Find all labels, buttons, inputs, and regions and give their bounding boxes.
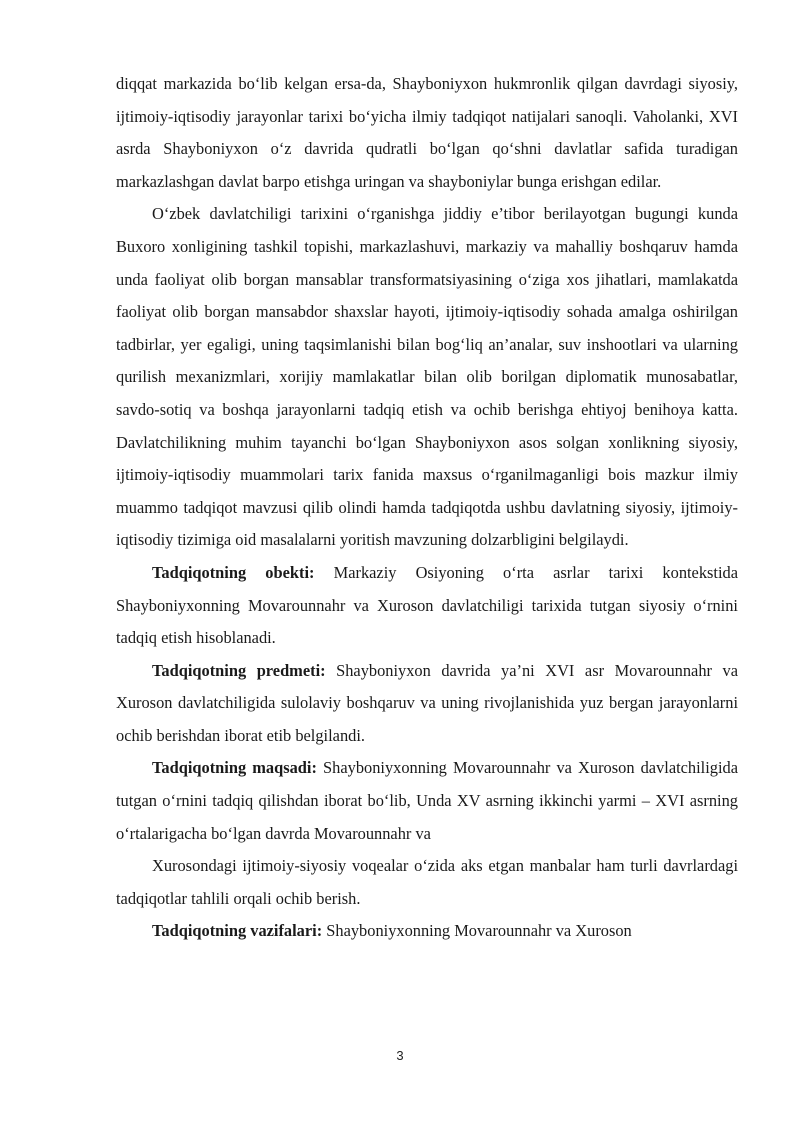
paragraph-research-goal (116, 752, 738, 850)
paragraph-label: Tadqiqotning obekti: (152, 562, 315, 582)
paragraph-text: Shayboniyxonning Movarounnahr va Xuroson (322, 921, 632, 941)
paragraph-research-goal-continued (116, 850, 738, 915)
paragraph-text: Markaziy Osiyoning o‘rta asrlar tarixi kontekstida Shayboniyxonning Movarounnahr va Xuroson davlatchiligi tarixida tutgan siyosiy o‘rnini tadqiq etish hisoblanadi. (116, 562, 738, 648)
paragraph-text: O‘zbek davlatchiligi tarixini o‘rganishga jiddiy e’tibor berilayotgan bugungi kunda Buxoro xonligining tashkil topishi, markazlashuvi, markaziy va mahalliy boshqaruv hamda unda faoliyat olib borgan mansablar transformatsiyasining o‘ziga xos jihatlari, mamlakatda faoliyat olib borgan mansabdor shaxslar hayoti, ijtimoiy-iqtisodiy sohada amalga oshirilgan tadbirlar, yer egaligi, uning taqsimlanishi bilan bog‘liq an’analar, suv inshootlari va ularning qurilish mexanizmlari, xorijiy mamlakatlar bilan olib borilgan diplomatik munosabatlar, savdo-sotiq va boshqa jarayonlarni tadqiq etish va ochib berishga ehtiyoj benihoya katta. Davlatchilikning muhim tayanchi bo‘lgan Shayboniyxon asos solgan xonlikning siyosiy, ijtimoiy-iqtisodiy muammolari tarix fanida maxsus o‘rganilmaganligi bois mazkur ilmiy muammo tadqiqot mavzusi qilib olindi hamda tadqiqotda ushbu davlatning siyosiy, ijtimoiy-iqtisodiy tizimiga oid masalalarni yoritish mavzuning dolzarbligini belgilaydi. (116, 204, 738, 550)
paragraph-research-object (116, 557, 738, 655)
paragraph-label: Tadqiqotning vazifalari: (152, 921, 323, 941)
paragraph-research-subject (116, 655, 738, 753)
paragraph-relevance (116, 198, 738, 557)
paragraph-label: Tadqiqotning predmeti: (152, 660, 326, 680)
paragraph-text: Shayboniyxon davrida ya’ni XVI asr Movarounnahr va Xuroson davlatchiligida sulolaviy boshqaruv va uning rivojlanishida yuz bergan jarayonlarni ochib berishdan iborat etib belgilandi. (116, 660, 738, 745)
paragraph-text: Xurosondagi ijtimoiy-siyosiy voqealar o‘zida aks etgan manbalar ham turli davrlardagi tadqiqotlar tahlili orqali ochib berish. (116, 856, 738, 908)
paragraph-text: diqqat markazida bo‘lib kelgan ersa-da, Shayboniyxon hukmronlik qilgan davrdagi siyosiy, ijtimoiy-iqtisodiy jarayonlar tarixi bo‘yicha ilmiy tadqiqot natijalari sanoqli. Vaholanki, XVI asrda Shayboniyxon o‘z davrida qudratli bo‘lgan qo‘shni davlatlar safida turadigan markazlashgan davlat barpo etishga uringan va shayboniylar bunga erishgan edilar. (116, 74, 738, 191)
paragraph-research-tasks (116, 915, 738, 948)
paragraph-text: Shayboniyxonning Movarounnahr va Xuroson davlatchiligida tutgan o‘rnini tadqiq qilishdan iborat bo‘lib, Unda XV asrning ikkinchi yarmi – XVI asrning o‘rtalarigacha bo‘lgan davrda Movarounnahr va (116, 758, 739, 843)
paragraph-intro-continuation (116, 68, 738, 198)
paragraph-label: Tadqiqotning maqsadi: (152, 758, 317, 778)
page-number: 3 (396, 1048, 404, 1063)
